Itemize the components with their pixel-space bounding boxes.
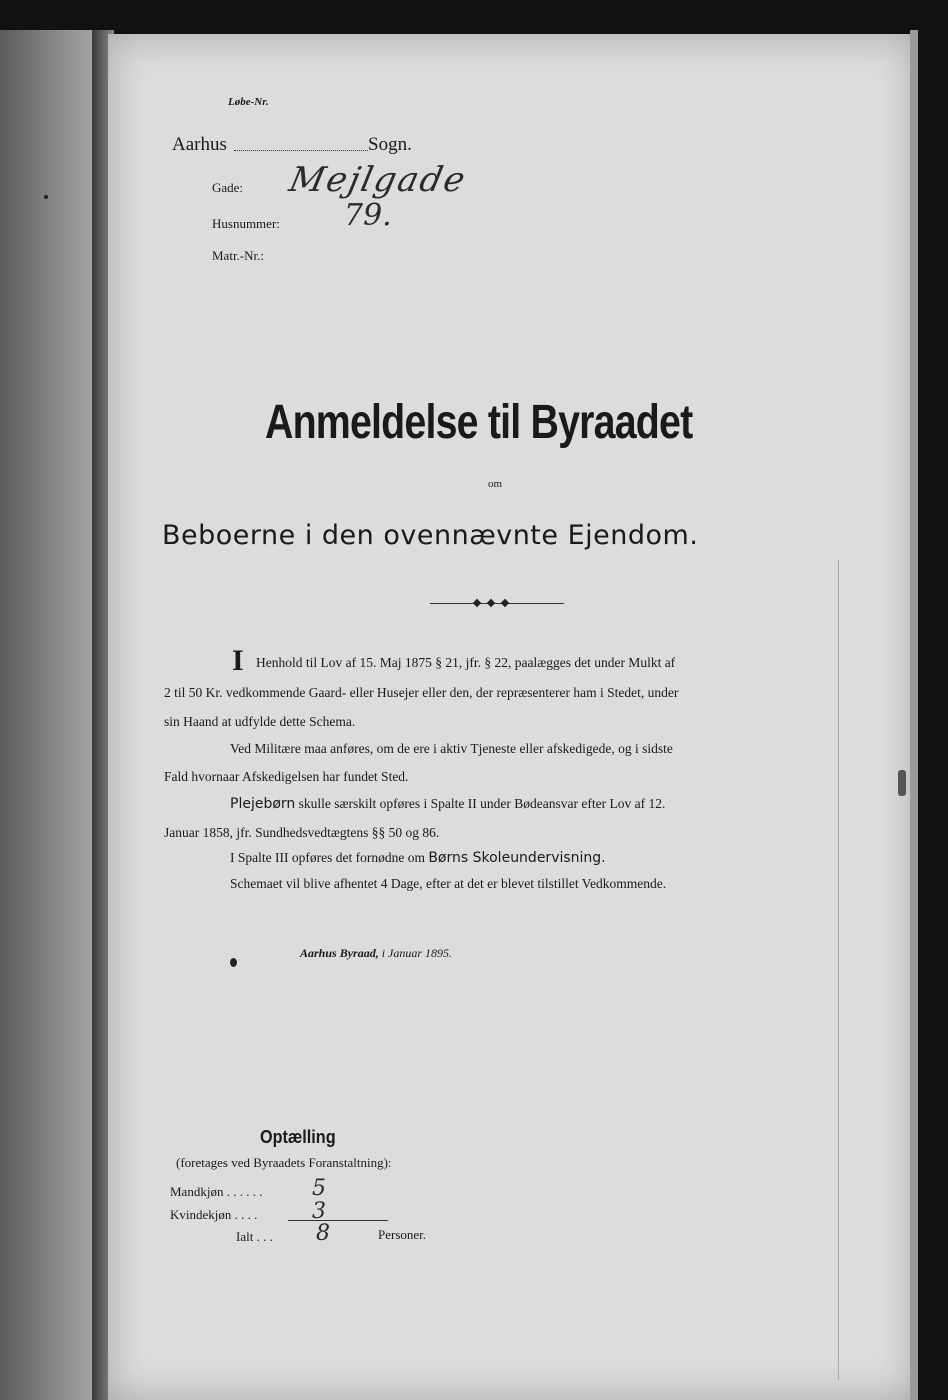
personer-label: Personer.	[378, 1227, 427, 1242]
count-note: (foretages ved Byraadets Foranstaltning):	[176, 1155, 392, 1170]
paragraph-line: sin Haand at udfylde dette Schema.	[164, 714, 356, 729]
matr-nr-label: Matr.-Nr.:	[212, 248, 264, 263]
gade-label: Gade:	[212, 180, 244, 195]
ialt-label: Ialt . . .	[236, 1229, 273, 1244]
title-connector: om	[488, 478, 503, 490]
kvindekjon-label: Kvindekjøn . . . .	[170, 1207, 258, 1222]
city-label: Aarhus	[172, 134, 227, 155]
document-title: Anmeldelse til Byraadet	[264, 396, 693, 449]
plejeborn-emphasis: Plejebørn	[230, 796, 296, 812]
mandkjon-handwritten-value: 5	[312, 1176, 326, 1201]
document-subtitle: Beboerne i den ovennævnte Ejendom.	[162, 520, 699, 551]
sum-line	[288, 1220, 388, 1221]
issuer: Aarhus Byraad,	[300, 946, 379, 960]
lobe-nr-label: Løbe-Nr.	[228, 96, 269, 108]
issue-date: i Januar 1895.	[378, 946, 453, 960]
skoleundervisning-emphasis: Børns Skoleundervisning.	[428, 850, 606, 866]
paragraph-line: Januar 1858, jfr. Sundhedsvedtægtens §§ 50 og 86.	[164, 825, 440, 840]
margin-fold-line	[838, 560, 839, 1380]
ink-spot	[230, 958, 237, 967]
paragraph-line: Henhold til Lov af 15. Maj 1875 § 21, jfr. § 22, paalægges det under Mulkt af	[256, 655, 676, 670]
paragraph-text: skulle særskilt opføres i Spalte II under Bødeansvar efter Lov af 12.	[295, 796, 666, 811]
paragraph-line: Schemaet vil blive afhentet 4 Dage, efter at det er blevet tilstillet Vedkommende.	[230, 876, 667, 891]
sogn-fill-line	[234, 150, 368, 151]
mandkjon-label: Mandkjøn . . . . . .	[170, 1184, 263, 1199]
paragraph-line: Ved Militære maa anføres, om de ere i aktiv Tjeneste eller afskedigede, og i sidste	[230, 741, 673, 756]
ialt-handwritten-value: 8	[316, 1221, 330, 1246]
paragraph-line: 2 til 50 Kr. vedkommende Gaard- eller Husejer eller den, der repræsenterer ham i Stedet, under	[164, 685, 679, 700]
gade-handwritten-value: Mejlgade	[285, 160, 471, 200]
ornament-divider	[430, 603, 564, 604]
paragraph-line	[230, 851, 606, 865]
sogn-label: Sogn.	[368, 134, 412, 155]
page-mark	[898, 770, 906, 796]
paragraph-line: Fald hvornaar Afskedigelsen har fundet Sted.	[164, 769, 409, 784]
date-line	[300, 946, 452, 961]
ink-spot	[44, 195, 48, 199]
drop-cap: I	[232, 644, 244, 677]
husnummer-handwritten-value: 79.	[344, 198, 392, 233]
kvindekjon-handwritten-value: 3	[312, 1199, 326, 1224]
right-page-edge	[910, 30, 918, 1400]
left-page-edge	[0, 30, 100, 1400]
paragraph-line	[230, 797, 665, 811]
paragraph-text: I Spalte III opføres det fornødne om	[230, 850, 429, 865]
count-title: Optælling	[260, 1127, 336, 1147]
husnummer-label: Husnummer:	[212, 216, 280, 231]
